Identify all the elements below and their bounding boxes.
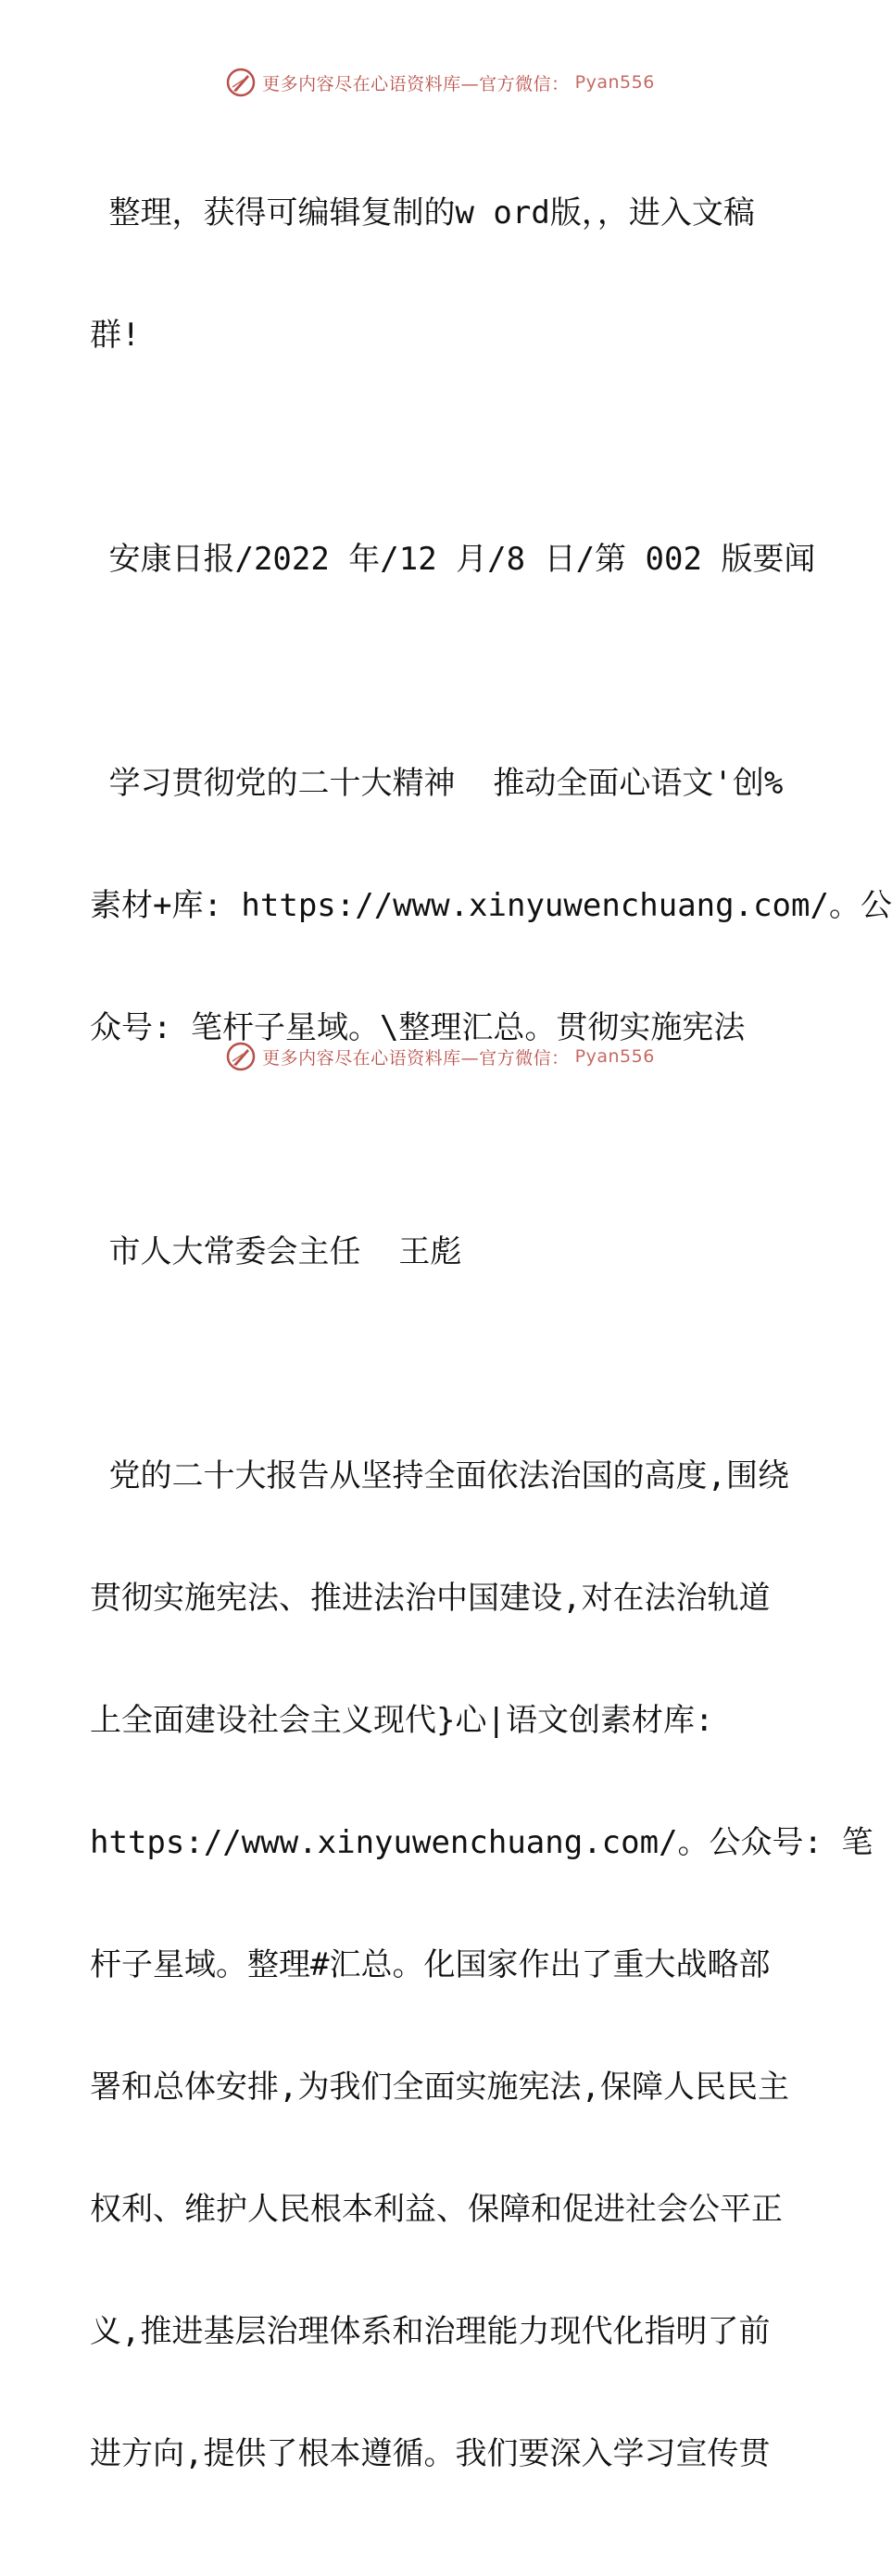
text-line: 署和总体安排,为我们全面实施宪法,保障人民民主 [90,2069,789,2106]
text-line: 权利、维护人民根本利益、保障和促进社会公平正 [90,2191,783,2228]
text-line: 安康日报/2022 年/12 月/8 日/第 002 版要闻 [90,541,816,578]
header-banner-text: 更多内容尽在心语资料库—官方微信： [262,73,570,94]
text-line: 义,推进基层治理体系和治理能力现代化指明了前 [90,2313,771,2350]
text-line: 上全面建设社会主义现代}心|语文创素材库: [90,1702,714,1739]
footer-banner [0,1041,880,1072]
quill-logo-icon [225,67,257,98]
text-line: 市人大常委会主任 王彪 [90,1233,462,1270]
paragraph-intro [90,111,794,437]
header-banner-handle: Pyan556 [574,72,655,93]
text-line: 贯彻实施宪法、推进法治中国建设,对在法治轨道 [90,1580,771,1617]
header-banner [0,67,880,98]
document-body [90,111,892,2576]
text-line: 进方向,提供了根本遵循。我们要深入学习宣传贯 [90,2435,771,2472]
footer-banner-text: 更多内容尽在心语资料库—官方微信： [262,1047,570,1069]
text-line: 学习贯彻党的二十大精神 推动全面心语文'创% [90,765,784,802]
text-line: 党的二十大报告从坚持全面依法治国的高度,围绕 [90,1457,789,1494]
paragraph-author [90,1150,794,1354]
text-line: https://www.xinyuwenchuang.com/。公众号: 笔 [90,1824,873,1861]
footer-banner-handle: Pyan556 [574,1046,655,1067]
quill-logo-icon [225,1041,257,1072]
text-line: 众号: 笔杆子星域。\整理汇总。贯彻实施宪法 [90,1009,746,1046]
paragraph-body [90,1374,873,2556]
text-line: 杆子星域。整理#汇总。化国家作出了重大战略部 [90,1946,771,1983]
text-line: 整理，获得可编辑复制的w ord版，，进入文稿 [90,194,755,231]
text-line: 群! [90,317,141,354]
paragraph-source [90,457,816,661]
text-line: 素材+库: https://www.xinyuwenchuang.com/。公 [90,887,892,924]
